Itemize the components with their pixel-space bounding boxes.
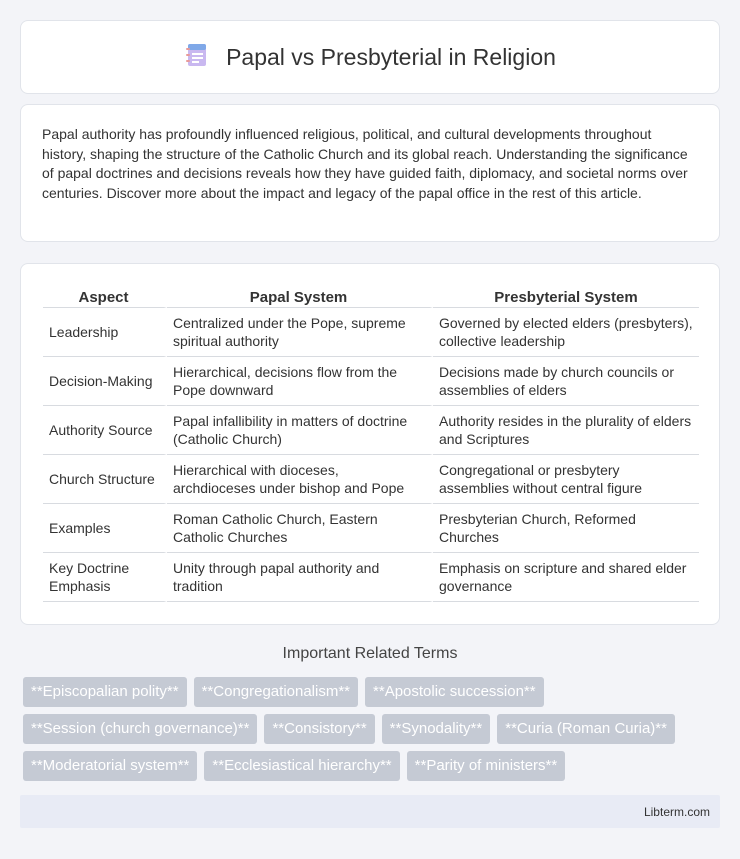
header-card xyxy=(20,20,720,94)
table-header-row xyxy=(43,286,699,308)
related-term-tag[interactable]: **Synodality** xyxy=(382,714,491,744)
table-row xyxy=(43,357,699,406)
table-row xyxy=(43,455,699,504)
table-row xyxy=(43,504,699,553)
table-cell: Examples xyxy=(43,504,167,553)
table-cell: Roman Catholic Church, Eastern Catholic Churches xyxy=(167,504,433,553)
header xyxy=(184,42,556,73)
table-cell: Papal infallibility in matters of doctrine (Catholic Church) xyxy=(167,406,433,455)
related-term-tag[interactable]: **Parity of ministers** xyxy=(407,751,566,781)
table-cell: Unity through papal authority and tradition xyxy=(167,553,433,602)
footer xyxy=(20,795,720,828)
related-term-tag[interactable]: **Consistory** xyxy=(264,714,374,744)
intro-card xyxy=(20,104,720,242)
table-cell: Centralized under the Pope, supreme spiritual authority xyxy=(167,308,433,357)
table-row xyxy=(43,406,699,455)
header-aspect: Aspect xyxy=(43,286,167,308)
table-cell: Hierarchical with dioceses, archdioceses under bishop and Pope xyxy=(167,455,433,504)
table-cell: Authority resides in the plurality of elders and Scriptures xyxy=(433,406,699,455)
table-cell: Emphasis on scripture and shared elder governance xyxy=(433,553,699,602)
header-presbyterial-system: Presbyterial System xyxy=(433,286,699,308)
page-title: Papal vs Presbyterial in Religion xyxy=(226,43,556,70)
related-term-tag[interactable]: **Session (church governance)** xyxy=(23,714,257,744)
related-term-tag[interactable]: **Curia (Roman Curia)** xyxy=(497,714,675,744)
comparison-card xyxy=(20,263,720,625)
table-row xyxy=(43,553,699,602)
table-cell: Leadership xyxy=(43,308,167,357)
table-row xyxy=(43,308,699,357)
table-cell: Hierarchical, decisions flow from the Pope downward xyxy=(167,357,433,406)
related-term-tag[interactable]: **Congregationalism** xyxy=(194,677,358,707)
table-cell: Key Doctrine Emphasis xyxy=(43,553,167,602)
table-cell: Decisions made by church councils or assemblies of elders xyxy=(433,357,699,406)
related-term-tag[interactable]: **Apostolic succession** xyxy=(365,677,544,707)
table-cell: Authority Source xyxy=(43,406,167,455)
related-term-tag[interactable]: **Ecclesiastical hierarchy** xyxy=(204,751,399,781)
table-cell: Presbyterian Church, Reformed Churches xyxy=(433,504,699,553)
table-cell: Governed by elected elders (presbyters), collective leadership xyxy=(433,308,699,357)
table-cell: Church Structure xyxy=(43,455,167,504)
related-term-tag[interactable]: **Episcopalian polity** xyxy=(23,677,187,707)
footer-brand-link[interactable]: Libterm.com xyxy=(643,804,710,819)
header-papal-system: Papal System xyxy=(167,286,433,308)
intro-text: Papal authority has profoundly influenced religious, political, and cultural developments throughout history, shaping the structure of the Catholic Church and its global reach. Understanding the significance of papal doctrines and decisions reveals how they have guided faith, diplomacy, and societal norms over centuries. Discover more about the impact and legacy of the papal office in the rest of this article. xyxy=(42,126,688,201)
related-term-tag[interactable]: **Moderatorial system** xyxy=(23,751,197,781)
related-terms-list xyxy=(23,677,723,781)
table-cell: Decision-Making xyxy=(43,357,167,406)
table-cell: Congregational or presbytery assemblies without central figure xyxy=(433,455,699,504)
notebook-icon xyxy=(184,42,210,73)
related-terms-title: Important Related Terms xyxy=(282,645,458,662)
comparison-table xyxy=(43,286,699,602)
